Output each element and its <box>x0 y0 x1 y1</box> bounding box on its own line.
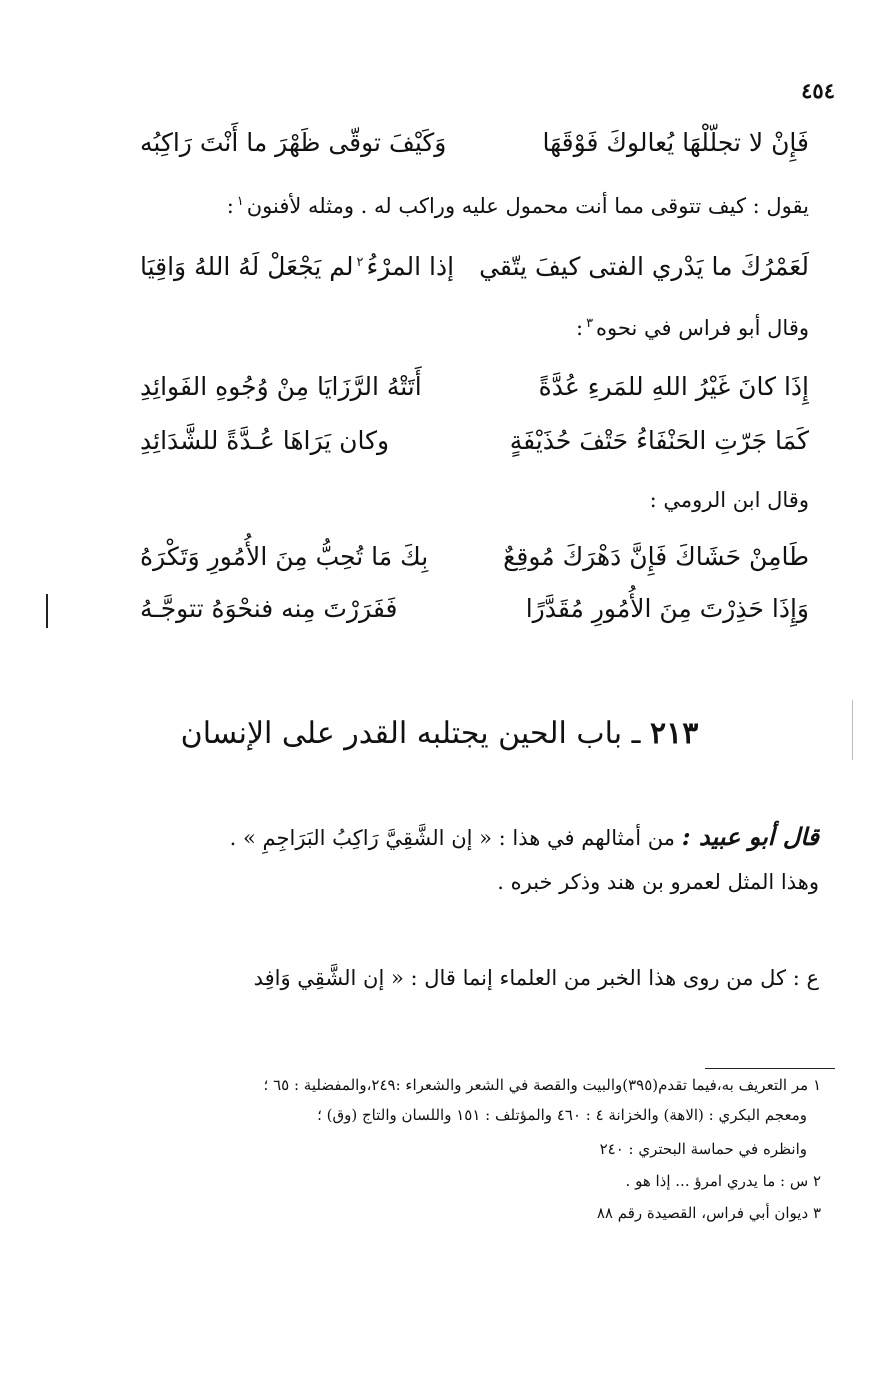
page-number: ٤٥٤ <box>801 78 835 103</box>
paragraph-line: وهذا المثل لعمرو بن هند وذكر خبره . <box>497 870 819 894</box>
prose-line: يقول : كيف تتوقى مما أنت محمول عليه وراكب له . ومثله لأفنون$^١$: <box>226 194 809 218</box>
prose-line: وقال أبو فراس في نحوه$^٣$: <box>575 316 809 340</box>
margin-mark <box>46 594 48 628</box>
verse-second-hemistich: إذا المرْءُ$^٢$لم يَجْعَلْ لَهُ اللهُ وَاقِيَا <box>140 252 455 281</box>
footnote-divider <box>705 1068 835 1069</box>
footnote-line: ومعجم البكري : (الاهة) والخزانة ٤ : ٤٦٠ والمؤتلف : ١٥١ واللسان والتاج (وق) ؛ <box>317 1106 807 1124</box>
verse-line <box>130 372 819 424</box>
footnote-line: ١ مر التعريف به،فيما تقدم(٣٩٥)والبيت والقصة في الشعر والشعراء :٢٤٩،والمفضلية : ٦٥ ؛ <box>263 1076 821 1094</box>
footnote-ref: ٢ <box>356 254 364 270</box>
prose-line: وقال ابن الرومي : <box>649 488 809 512</box>
verse-first-hemistich: إِذَا كانَ غَيْرُ اللهِ للمَرءِ عُدَّةً <box>538 372 809 401</box>
paragraph-line: قال أبو عبيد : من أمثالهم في هذا : « إن الشَّقِيَّ رَاكِبُ البَرَاجِمِ » . <box>229 822 819 851</box>
verse-first-hemistich: لَعَمْرُكَ ما يَدْري الفتى كيفَ يتّقي <box>479 252 809 281</box>
verse-second-hemistich: وَكَيْفَ توقّى ظَهْرَ ما أَنْتَ رَاكِبُه <box>140 128 447 157</box>
verse-first-hemistich: فَإِنْ لا تجلّلْهَا يُعالوكَ فَوْقَهَا <box>542 128 809 157</box>
verse-first-hemistich: طَامِنْ حَشَاكَ فَإِنَّ دَهْرَكَ مُوقِعٌ <box>503 542 809 571</box>
footnote-ref: ٣ <box>586 316 594 331</box>
footnote-line: وانظره في حماسة البحتري : ٢٤٠ <box>599 1140 807 1158</box>
verse-second-hemistich: أَتَتْهُ الرَّزَايَا مِنْ وُجُوهِ الفَوائِدِ <box>140 372 422 401</box>
author-lead: قال أبو عبيد : <box>681 822 819 851</box>
verse-first-hemistich: وَإِذَا حَذِرْتَ مِنَ الأُمُورِ مُقَدَّرًا <box>525 594 809 623</box>
footnote-line: ٢ س : ما يدري امرؤ ... إذا هو . <box>625 1172 821 1190</box>
verse-second-hemistich: فَفَرَرْتَ مِنه فنحْوَهُ تتوجَّـهُ <box>140 594 398 623</box>
verse-line <box>130 252 819 304</box>
footnote-line: ٣ ديوان أبي فراس، القصيدة رقم ٨٨ <box>596 1204 821 1222</box>
verse-line <box>130 594 819 646</box>
verse-line <box>130 542 819 594</box>
footnote-ref: ١ <box>236 194 244 209</box>
section-dash: ـ <box>631 716 641 751</box>
section-heading <box>130 716 749 751</box>
verse-line <box>130 426 819 478</box>
verse-second-hemistich: بِكَ مَا تُحِبُّ مِنَ الأُمُورِ وَتَكْرَهُ <box>140 542 429 571</box>
verse-second-hemistich: وكان يَرَاهَا عُـدَّةً للشَّدَائِدِ <box>140 426 390 455</box>
paragraph-line: ع : كل من روى هذا الخبر من العلماء إنما قال : « إن الشَّقِي وَافِد <box>253 966 819 990</box>
section-title-text: باب الحين يجتلبه القدر على الإنسان <box>180 716 623 751</box>
verse-first-hemistich: كَمَا جَرّتِ الحَنْفَاءُ حَتْفَ حُذَيْفَةٍ <box>509 426 809 455</box>
scan-edge-mark <box>852 700 853 760</box>
verse-line <box>130 128 819 180</box>
section-number: ٢١٣ <box>649 716 699 751</box>
